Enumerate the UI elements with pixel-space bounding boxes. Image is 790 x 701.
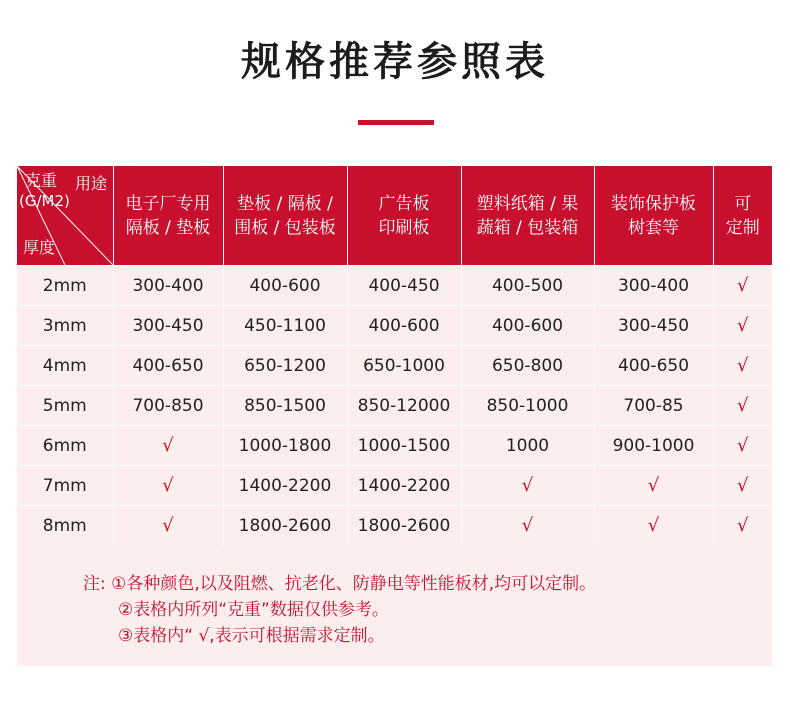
weight-range-cell: 300-400 [113, 266, 223, 306]
note-line: 注: ①各种颜色,以及阻燃、抗老化、防静电等性能板材,均可以定制。 [83, 574, 597, 594]
check-mark-cell: √ [713, 266, 772, 306]
check-mark-cell: √ [713, 306, 772, 346]
weight-range-cell: 1000-1800 [223, 426, 347, 466]
weight-range-cell: 650-1000 [347, 346, 461, 386]
weight-range-cell: 900-1000 [594, 426, 713, 466]
weight-range-cell: 450-1100 [223, 306, 347, 346]
weight-range-cell: 400-600 [461, 306, 594, 346]
thickness-cell: 4mm [17, 346, 113, 386]
weight-range-cell: 1400-2200 [223, 466, 347, 506]
table-body [17, 266, 772, 546]
page-title: 规格推荐参照表 [241, 39, 549, 85]
table-row [17, 466, 772, 506]
corner-header [17, 166, 113, 266]
column-header: 电子厂专用 隔板 / 垫板 [113, 166, 223, 266]
check-mark-cell: √ [113, 466, 223, 506]
check-mark-cell: √ [713, 466, 772, 506]
weight-range-cell: 300-450 [594, 306, 713, 346]
weight-range-cell: 400-650 [113, 346, 223, 386]
corner-usage-label: 用途 [75, 174, 108, 193]
corner-weight-unit: (G/M2) [19, 192, 70, 210]
weight-range-cell: 850-12000 [347, 386, 461, 426]
weight-range-cell: 650-800 [461, 346, 594, 386]
weight-range-cell: 400-600 [223, 266, 347, 306]
weight-range-cell: 400-500 [461, 266, 594, 306]
table-header-row [17, 166, 772, 266]
title-underline [358, 120, 434, 125]
weight-range-cell: 1400-2200 [347, 466, 461, 506]
check-mark-cell: √ [594, 466, 713, 506]
thickness-cell: 2mm [17, 266, 113, 306]
check-mark-cell: √ [113, 426, 223, 466]
check-mark-cell: √ [713, 506, 772, 546]
thickness-cell: 5mm [17, 386, 113, 426]
column-header: 广告板 印刷板 [347, 166, 461, 266]
check-mark-cell: √ [713, 386, 772, 426]
thickness-cell: 6mm [17, 426, 113, 466]
weight-range-cell: 1800-2600 [347, 506, 461, 546]
table-row [17, 266, 772, 306]
notes-section [17, 545, 772, 649]
weight-range-cell: 850-1000 [461, 386, 594, 426]
weight-range-cell: 300-450 [113, 306, 223, 346]
table-row [17, 426, 772, 466]
weight-range-cell: 850-1500 [223, 386, 347, 426]
weight-range-cell: 300-400 [594, 266, 713, 306]
weight-range-cell: 650-1200 [223, 346, 347, 386]
thickness-cell: 3mm [17, 306, 113, 346]
note-line: ②表格内所列“克重”数据仅供参考。 [118, 600, 389, 620]
weight-range-cell: 1000 [461, 426, 594, 466]
check-mark-cell: √ [713, 426, 772, 466]
check-mark-cell: √ [594, 506, 713, 546]
corner-weight-label: 克重 [25, 171, 58, 190]
column-header: 装饰保护板 树套等 [594, 166, 713, 266]
weight-range-cell: 400-450 [347, 266, 461, 306]
column-header: 可 定制 [713, 166, 772, 266]
thickness-cell: 8mm [17, 506, 113, 546]
table-row [17, 346, 772, 386]
weight-range-cell: 700-850 [113, 386, 223, 426]
weight-range-cell: 1800-2600 [223, 506, 347, 546]
column-header: 塑料纸箱 / 果 蔬箱 / 包装箱 [461, 166, 594, 266]
note-line: ③表格内“ √,表示可根据需求定制。 [118, 626, 385, 646]
thickness-cell: 7mm [17, 466, 113, 506]
spec-table [17, 166, 772, 545]
corner-thickness-label: 厚度 [23, 238, 56, 257]
check-mark-cell: √ [113, 506, 223, 546]
table-row [17, 506, 772, 546]
check-mark-cell: √ [461, 466, 594, 506]
table-row [17, 386, 772, 426]
spec-table-panel [17, 166, 772, 666]
table-row [17, 306, 772, 346]
weight-range-cell: 400-600 [347, 306, 461, 346]
check-mark-cell: √ [713, 346, 772, 386]
check-mark-cell: √ [461, 506, 594, 546]
column-header: 垫板 / 隔板 / 围板 / 包装板 [223, 166, 347, 266]
weight-range-cell: 700-85 [594, 386, 713, 426]
weight-range-cell: 400-650 [594, 346, 713, 386]
weight-range-cell: 1000-1500 [347, 426, 461, 466]
